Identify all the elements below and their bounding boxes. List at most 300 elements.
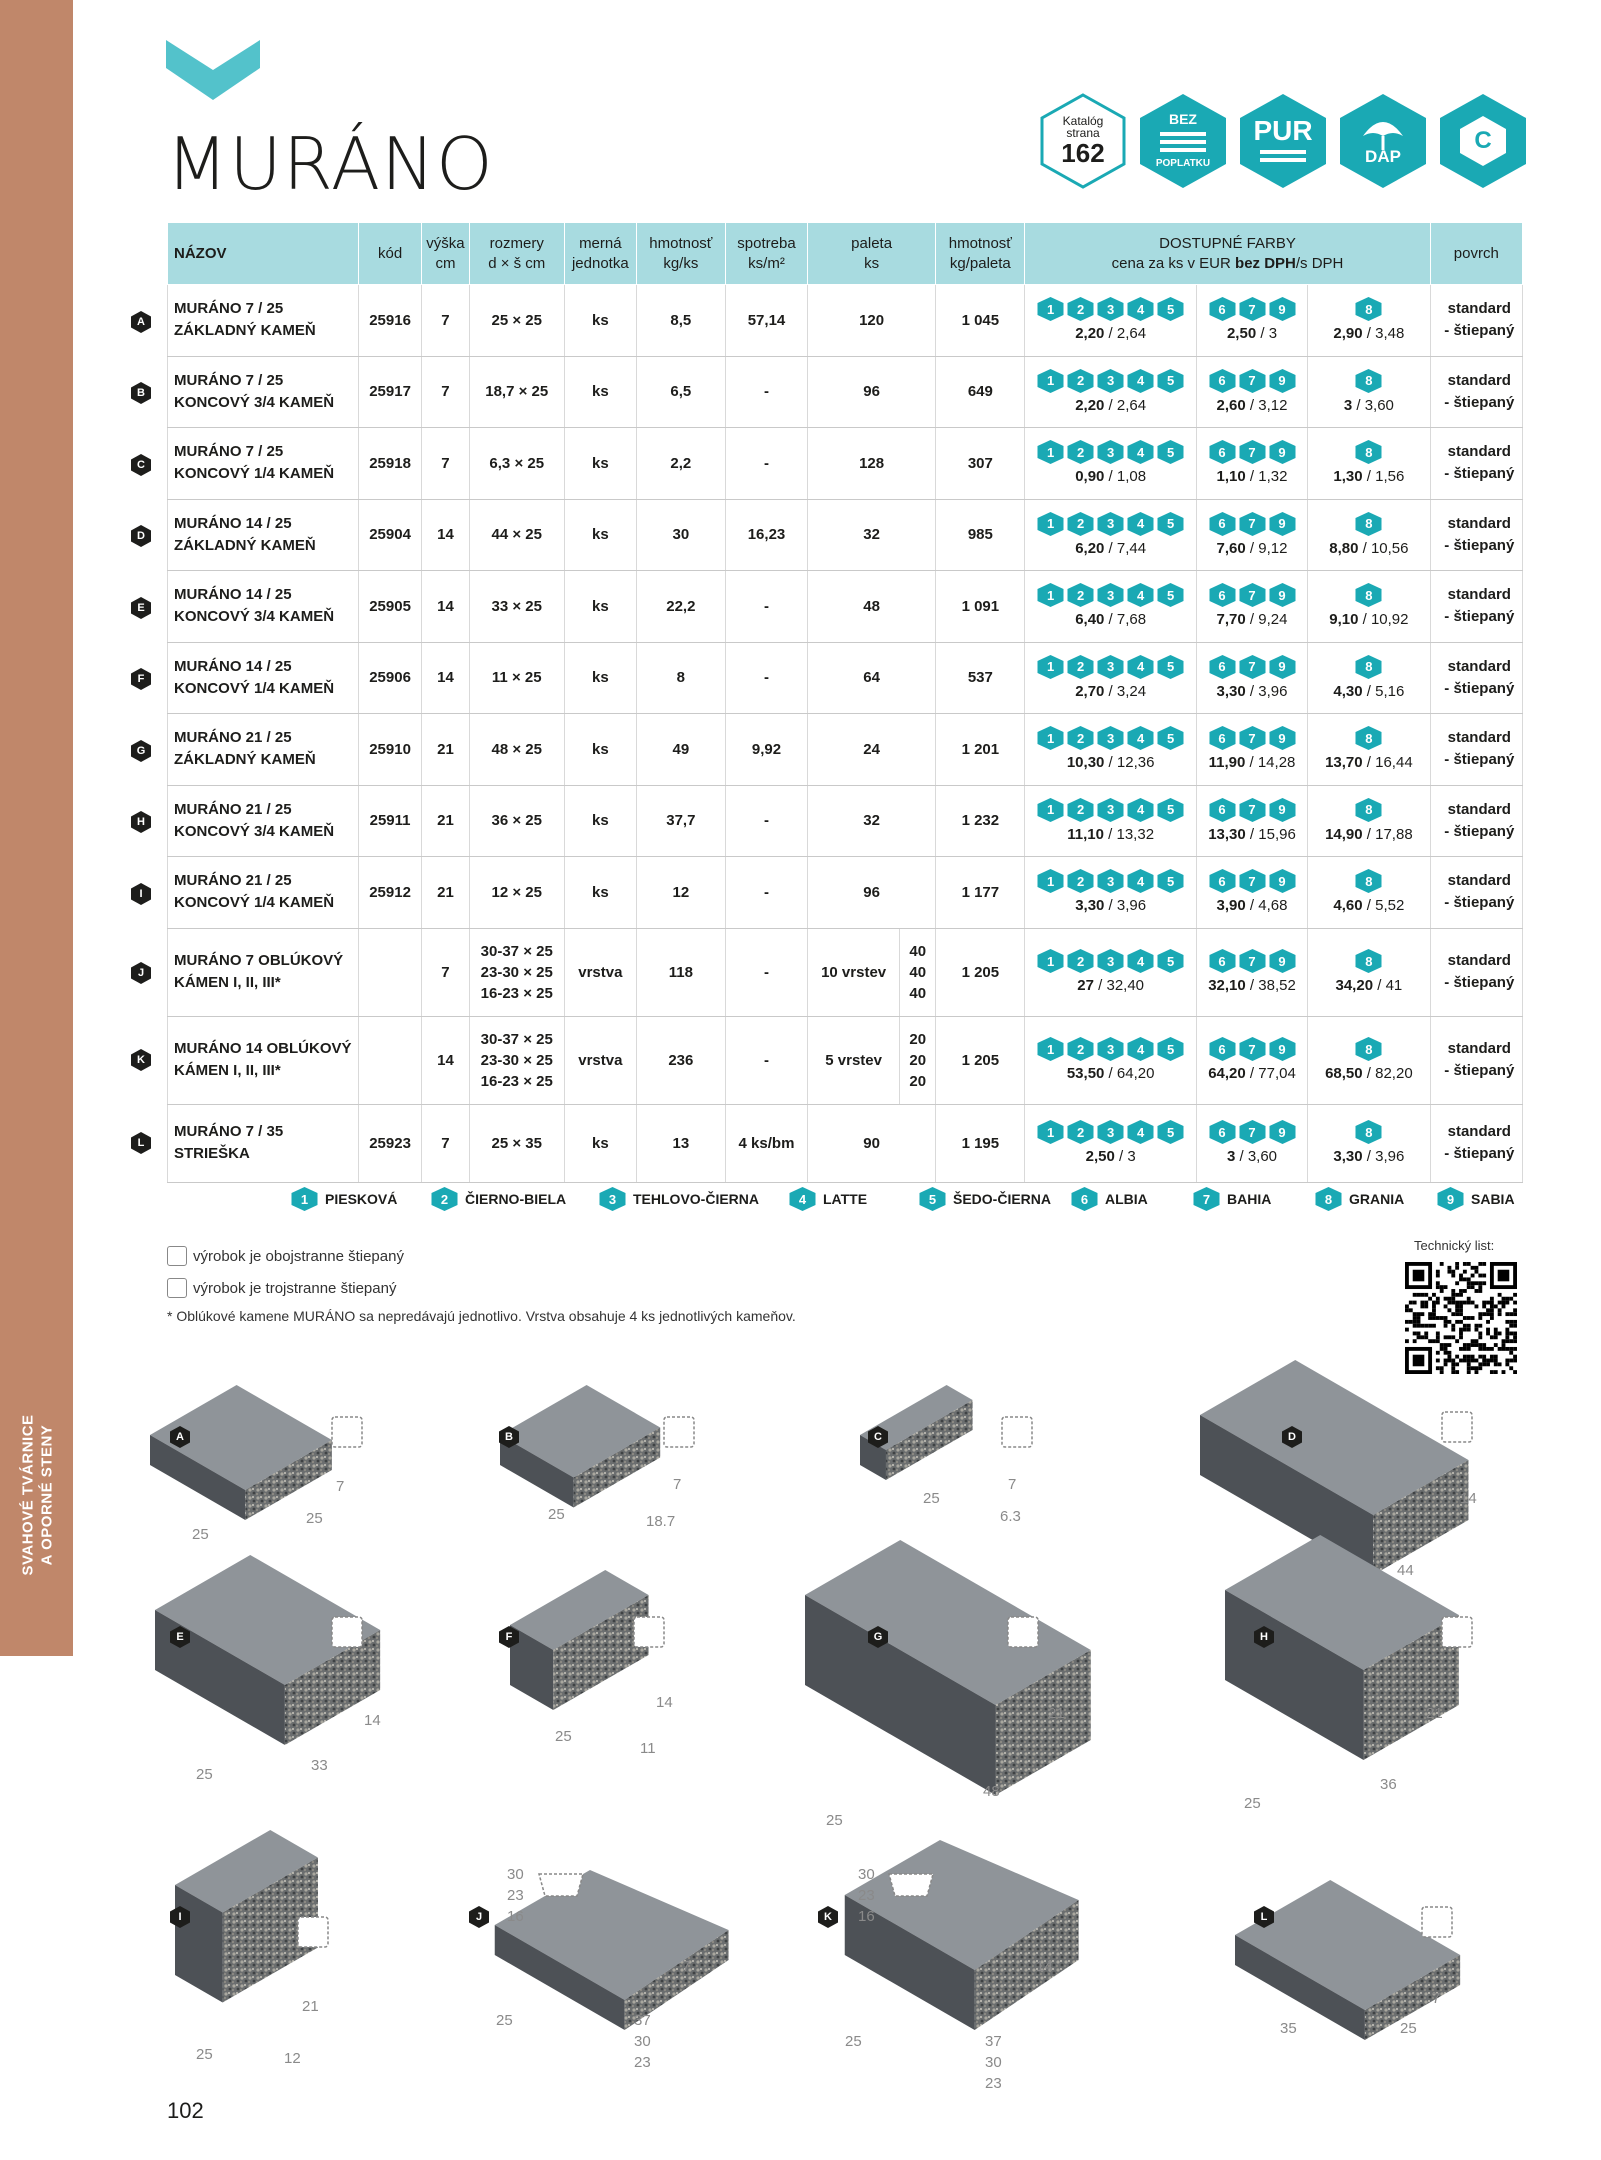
color-swatch-icon: 8 — [1354, 439, 1383, 465]
dimension-label: 37 — [634, 2012, 651, 2029]
price: 10,30 / 12,36 — [1066, 754, 1155, 772]
product-price-table — [167, 222, 1523, 1183]
price: 2,90 / 3,48 — [1333, 325, 1405, 343]
color-swatch-icon: 7 — [1238, 868, 1267, 894]
color-swatch-icon: 9 — [1268, 948, 1297, 974]
split-type-icon — [1420, 1905, 1454, 1939]
color-swatch-icon: 4 — [1126, 439, 1155, 465]
price-group-3 — [1308, 785, 1430, 857]
col-weight: hmotnosť kg/ks — [636, 223, 725, 285]
product-dims: 18,7 × 25 — [469, 356, 564, 428]
product-unit: ks — [564, 356, 636, 428]
product-name: MURÁNO 7 / 25 ZÁKLADNÝ KAMEŇ — [168, 285, 359, 357]
color-swatch-icon: 4 — [1126, 797, 1155, 823]
color-swatch-icon: 7 — [1238, 948, 1267, 974]
price: 11,10 / 13,32 — [1067, 825, 1155, 843]
legend-item: 9 SABIA — [1436, 1186, 1526, 1212]
dimension-label: 16 — [507, 1908, 524, 1925]
product-name: MURÁNO 14 OBLÚKOVÝ KÁMEN I, II, III* — [168, 1016, 359, 1104]
product-name: MURÁNO 7 OBLÚKOVÝ KÁMEN I, II, III* — [168, 928, 359, 1016]
product-dims: 30-37 × 25 23-30 × 25 16-23 × 25 — [469, 928, 564, 1016]
pallet-weight: 307 — [936, 428, 1025, 500]
product-consumption: - — [725, 785, 807, 857]
surface: standard - štiepaný — [1430, 1016, 1522, 1104]
col-height: výška cm — [422, 223, 469, 285]
price: 8,80 / 10,56 — [1329, 539, 1409, 557]
price: 3,30 / 3,96 — [1216, 682, 1288, 700]
feature-badges — [1038, 92, 1528, 190]
product-k-illustration — [0, 0, 1, 1]
color-swatch-icon: 7 — [1238, 296, 1267, 322]
dimension-label: 25 — [548, 1506, 565, 1523]
split-type-icon — [330, 1615, 364, 1649]
color-swatch-icon: 6 — [1208, 368, 1237, 394]
product-consumption: 4 ks/bm — [725, 1104, 807, 1182]
split-both-icon — [167, 1246, 187, 1266]
product-name: MURÁNO 7 / 25 KONCOVÝ 1/4 KAMEŇ — [168, 428, 359, 500]
row-letter-icon: D — [129, 524, 153, 548]
price: 13,30 / 15,96 — [1208, 825, 1296, 843]
legend-item: 2 ČIERNO-BIELA — [430, 1186, 598, 1212]
surface: standard - štiepaný — [1430, 1104, 1522, 1182]
color-swatch-icon: 1 — [1036, 368, 1065, 394]
product-consumption: - — [725, 356, 807, 428]
legend-item: 8 GRANIA — [1314, 1186, 1436, 1212]
product-name: MURÁNO 21 / 25 KONCOVÝ 1/4 KAMEŇ — [168, 857, 359, 929]
table-row — [168, 499, 1523, 571]
product-weight: 8 — [636, 642, 725, 714]
dimension-label: 14 — [1036, 1958, 1053, 1975]
color-swatch-icon: 9 — [1268, 725, 1297, 751]
chevron-logo-icon — [166, 40, 260, 100]
pallet-count: 90 — [808, 1104, 936, 1182]
product-consumption: 57,14 — [725, 285, 807, 357]
color-swatch-icon: 7 — [1238, 654, 1267, 680]
color-swatch-icon: 2 — [1066, 582, 1095, 608]
product-height: 14 — [422, 499, 469, 571]
product-name: MURÁNO 14 / 25 ZÁKLADNÝ KAMEŇ — [168, 499, 359, 571]
dimension-label: 14 — [1460, 1490, 1477, 1507]
price: 2,60 / 3,12 — [1216, 396, 1288, 414]
price-group-2 — [1196, 1104, 1307, 1182]
price-group-2 — [1196, 499, 1307, 571]
price: 2,50 / 3 — [1226, 325, 1278, 343]
product-height: 14 — [422, 642, 469, 714]
surface: standard - štiepaný — [1430, 642, 1522, 714]
color-swatch-icon: 2 — [1066, 1036, 1095, 1062]
color-swatch-icon: 3 — [1096, 1119, 1125, 1145]
price: 4,60 / 5,52 — [1333, 897, 1405, 915]
price-group-1 — [1025, 356, 1196, 428]
color-swatch-icon: 6 — [1208, 654, 1237, 680]
dimension-label: 16 — [858, 1908, 875, 1925]
color-swatch-icon: 8 — [1354, 1036, 1383, 1062]
dimension-label: 25 — [496, 2012, 513, 2029]
legend-item: 7 BAHIA — [1192, 1186, 1314, 1212]
product-height: 21 — [422, 857, 469, 929]
table-row — [168, 1104, 1523, 1182]
price: 6,40 / 7,68 — [1075, 611, 1147, 629]
note-both-split: výrobok je obojstranne štiepaný — [167, 1240, 796, 1272]
price-group-3 — [1308, 714, 1430, 786]
row-letter-icon: J — [129, 961, 153, 985]
product-height: 7 — [422, 928, 469, 1016]
c-certification-badge: C — [1438, 92, 1528, 190]
color-swatch-icon: 9 — [1268, 654, 1297, 680]
color-swatch-icon: 3 — [1096, 439, 1125, 465]
color-swatch-icon: 9 — [1436, 1186, 1465, 1212]
product-height: 14 — [422, 1016, 469, 1104]
col-pallet-weight: hmotnosť kg/paleta — [936, 223, 1025, 285]
price-group-3 — [1308, 857, 1430, 929]
catalog-page-badge: Katalóg strana 162 — [1038, 92, 1128, 190]
product-code: 25911 — [358, 785, 422, 857]
color-swatch-icon: 2 — [1066, 1119, 1095, 1145]
legend-item: 4 LATTE — [788, 1186, 918, 1212]
color-swatch-icon: 5 — [1156, 582, 1185, 608]
dimension-label: 36 — [1380, 1776, 1397, 1793]
color-swatch-icon: 3 — [1096, 868, 1125, 894]
pallet-weight: 1 232 — [936, 785, 1025, 857]
qr-code-icon[interactable] — [1405, 1262, 1517, 1374]
pallet-count: 128 — [808, 428, 936, 500]
product-dims: 36 × 25 — [469, 785, 564, 857]
row-letter-icon: A — [129, 310, 153, 334]
price-group-1 — [1025, 857, 1196, 929]
table-row — [168, 714, 1523, 786]
legend-item: 5 ŠEDO-ČIERNA — [918, 1186, 1070, 1212]
price-group-1 — [1025, 642, 1196, 714]
legend-item: 1 PIESKOVÁ — [290, 1186, 430, 1212]
product-name: MURÁNO 7 / 35 STRIEŠKA — [168, 1104, 359, 1182]
product-unit: ks — [564, 785, 636, 857]
row-letter-icon: L — [129, 1131, 153, 1155]
price-group-1 — [1025, 285, 1196, 357]
color-swatch-icon: 3 — [1096, 654, 1125, 680]
color-swatch-icon: 3 — [1096, 511, 1125, 537]
color-swatch-icon: 9 — [1268, 439, 1297, 465]
color-swatch-icon: 3 — [1096, 296, 1125, 322]
pallet-count: 64 — [808, 642, 936, 714]
product-height: 7 — [422, 1104, 469, 1182]
dimension-label: 12 — [284, 2050, 301, 2067]
pallet-count: 5 vrstev 20 20 20 — [808, 1016, 936, 1104]
product-code: 25912 — [358, 857, 422, 929]
color-swatch-icon: 4 — [1126, 1036, 1155, 1062]
price-group-1 — [1025, 928, 1196, 1016]
split-type-icon — [296, 1915, 330, 1949]
pallet-count: 96 — [808, 356, 936, 428]
color-swatch-icon: 7 — [1238, 511, 1267, 537]
product-dims: 44 × 25 — [469, 499, 564, 571]
color-swatch-icon: 8 — [1354, 948, 1383, 974]
pur-badge: PUR — [1238, 92, 1328, 190]
table-row — [168, 285, 1523, 357]
price-group-2 — [1196, 285, 1307, 357]
dimension-label: 25 — [196, 2046, 213, 2063]
price-group-2 — [1196, 356, 1307, 428]
price: 53,50 / 64,20 — [1066, 1065, 1155, 1082]
legend-item: 3 TEHLOVO-ČIERNA — [598, 1186, 788, 1212]
price-group-2 — [1196, 428, 1307, 500]
color-swatch-icon: 9 — [1268, 511, 1297, 537]
color-swatch-icon: 1 — [1036, 948, 1065, 974]
color-swatch-icon: 2 — [1066, 868, 1095, 894]
dimension-label: 7 — [682, 1958, 691, 1975]
color-swatch-icon: 8 — [1354, 797, 1383, 823]
product-consumption: 16,23 — [725, 499, 807, 571]
surface: standard - štiepaný — [1430, 571, 1522, 643]
price-group-3 — [1308, 285, 1430, 357]
color-swatch-icon: 6 — [1208, 439, 1237, 465]
product-weight: 2,2 — [636, 428, 725, 500]
product-unit: vrstva — [564, 1016, 636, 1104]
surface: standard - štiepaný — [1430, 857, 1522, 929]
price: 7,60 / 9,12 — [1216, 539, 1288, 557]
color-swatch-icon: 5 — [1156, 439, 1185, 465]
price-group-3 — [1308, 642, 1430, 714]
color-swatch-icon: 6 — [1208, 296, 1237, 322]
pallet-weight: 1 045 — [936, 285, 1025, 357]
price-group-3 — [1308, 428, 1430, 500]
dimension-label: 7 — [336, 1478, 345, 1495]
color-swatch-icon: 7 — [1238, 368, 1267, 394]
page-number: 102 — [167, 2098, 204, 2123]
price: 2,20 / 2,64 — [1075, 396, 1147, 414]
color-swatch-icon: 5 — [1156, 1036, 1185, 1062]
color-swatch-icon: 3 — [1096, 1036, 1125, 1062]
price-group-2 — [1196, 714, 1307, 786]
dimension-label: 11 — [640, 1740, 656, 1757]
pallet-weight: 537 — [936, 642, 1025, 714]
color-swatch-icon: 6 — [1208, 511, 1237, 537]
color-swatch-icon: 8 — [1314, 1186, 1343, 1212]
color-swatch-icon: 6 — [1208, 725, 1237, 751]
dimension-label: 7 — [1432, 1990, 1441, 2007]
product-weight: 8,5 — [636, 285, 725, 357]
product-dims: 6,3 × 25 — [469, 428, 564, 500]
price-group-1 — [1025, 571, 1196, 643]
color-swatch-icon: 1 — [1036, 654, 1065, 680]
col-code: kód — [358, 223, 422, 285]
arc-shape-icon — [885, 1870, 937, 1900]
pallet-count: 120 — [808, 285, 936, 357]
row-letter-icon: B — [129, 381, 153, 405]
price: 3,30 / 3,96 — [1333, 1148, 1405, 1165]
color-swatch-icon: 3 — [1096, 725, 1125, 751]
color-swatch-icon: 2 — [1066, 725, 1095, 751]
dimension-label: 48 — [983, 1783, 1000, 1800]
price: 27 / 32,40 — [1077, 977, 1145, 994]
dimension-label: 14 — [656, 1694, 673, 1711]
color-swatch-icon: 2 — [1066, 439, 1095, 465]
color-swatch-icon: 5 — [1156, 797, 1185, 823]
color-swatch-icon: 6 — [1208, 948, 1237, 974]
arc-shape-icon — [535, 1870, 587, 1900]
technical-sheet-label: Technický list: — [1414, 1238, 1495, 1253]
color-swatch-icon: 8 — [1354, 582, 1383, 608]
surface: standard - štiepaný — [1430, 499, 1522, 571]
color-swatch-icon: 8 — [1354, 868, 1383, 894]
pallet-weight: 985 — [936, 499, 1025, 571]
product-dims: 11 × 25 — [469, 642, 564, 714]
color-swatch-icon: 8 — [1354, 296, 1383, 322]
product-unit: ks — [564, 571, 636, 643]
product-weight: 12 — [636, 857, 725, 929]
price: 2,70 / 3,24 — [1075, 682, 1147, 700]
product-code: 25906 — [358, 642, 422, 714]
surface: standard - štiepaný — [1430, 785, 1522, 857]
surface: standard - štiepaný — [1430, 928, 1522, 1016]
surface: standard - štiepaný — [1430, 428, 1522, 500]
row-letter-icon: G — [129, 739, 153, 763]
color-swatch-icon: 7 — [1238, 439, 1267, 465]
color-swatch-icon: 8 — [1354, 725, 1383, 751]
dimension-label: 25 — [196, 1766, 213, 1783]
product-weight: 118 — [636, 928, 725, 1016]
product-weight: 22,2 — [636, 571, 725, 643]
product-height: 21 — [422, 785, 469, 857]
dimension-label: 25 — [1244, 1795, 1261, 1812]
price: 34,20 / 41 — [1335, 977, 1403, 994]
product-name: MURÁNO 21 / 25 ZÁKLADNÝ KAMEŇ — [168, 714, 359, 786]
color-swatch-icon: 9 — [1268, 1036, 1297, 1062]
product-consumption: 9,92 — [725, 714, 807, 786]
notes — [167, 1240, 796, 1324]
color-swatch-icon: 5 — [1156, 368, 1185, 394]
color-swatch-icon: 6 — [1070, 1186, 1099, 1212]
color-swatch-icon: 2 — [1066, 654, 1095, 680]
color-swatch-icon: 6 — [1208, 797, 1237, 823]
product-code: 25905 — [358, 571, 422, 643]
product-dims: 25 × 35 — [469, 1104, 564, 1182]
dimension-label: 23 — [634, 2054, 651, 2071]
color-swatch-icon: 4 — [1126, 725, 1155, 751]
pallet-count: 32 — [808, 785, 936, 857]
price-group-3 — [1308, 928, 1430, 1016]
price: 0,90 / 1,08 — [1075, 468, 1147, 486]
price: 2,20 / 2,64 — [1075, 325, 1147, 343]
row-letter-icon: K — [129, 1048, 153, 1072]
color-swatch-icon: 5 — [1156, 511, 1185, 537]
price: 6,20 / 7,44 — [1075, 539, 1147, 557]
color-swatch-icon: 2 — [1066, 797, 1095, 823]
product-name: MURÁNO 7 / 25 KONCOVÝ 3/4 KAMEŇ — [168, 356, 359, 428]
color-swatch-icon: 6 — [1208, 1036, 1237, 1062]
dimension-label: 18.7 — [646, 1513, 676, 1530]
color-swatch-icon: 8 — [1354, 654, 1383, 680]
product-code: 25923 — [358, 1104, 422, 1182]
product-dims: 33 × 25 — [469, 571, 564, 643]
dimension-label: 35 — [1280, 2020, 1297, 2037]
dimension-label: 25 — [826, 1812, 843, 1829]
dimension-label: 30 — [985, 2054, 1002, 2071]
dimension-label: 25 — [192, 1526, 209, 1543]
dap-umbrella-badge: DAP — [1338, 92, 1428, 190]
price: 2,50 / 3 — [1085, 1148, 1136, 1165]
color-swatch-icon: 4 — [1126, 511, 1155, 537]
pallet-count: 32 — [808, 499, 936, 571]
split-type-icon — [1000, 1415, 1034, 1449]
product-height: 14 — [422, 571, 469, 643]
table-row — [168, 785, 1523, 857]
color-swatch-icon: 5 — [1156, 948, 1185, 974]
price: 1,10 / 1,32 — [1216, 468, 1288, 486]
dimension-label: 21 — [1426, 1705, 1443, 1722]
color-swatch-icon: 6 — [1208, 1119, 1237, 1145]
color-swatch-icon: 9 — [1268, 582, 1297, 608]
price: 13,70 / 16,44 — [1325, 754, 1413, 772]
split-three-icon — [167, 1278, 187, 1298]
sidebar-section-label: SVAHOVÉ TVÁRNICE A OPORNÉ STENY — [20, 1414, 57, 1576]
product-consumption: - — [725, 928, 807, 1016]
color-swatch-icon: 4 — [1126, 582, 1155, 608]
dimension-label: 21 — [302, 1998, 319, 2015]
price-group-1 — [1025, 714, 1196, 786]
dimension-label: 25 — [306, 1510, 323, 1527]
price: 3 / 3,60 — [1343, 396, 1394, 414]
color-swatch-icon: 4 — [1126, 1119, 1155, 1145]
table-row — [168, 571, 1523, 643]
pallet-weight: 649 — [936, 356, 1025, 428]
color-swatch-icon: 4 — [788, 1186, 817, 1212]
dimension-label: 30 — [858, 1866, 875, 1883]
row-letter-icon: F — [129, 667, 153, 691]
product-consumption: - — [725, 857, 807, 929]
color-swatch-icon: 9 — [1268, 1119, 1297, 1145]
price-group-1 — [1025, 499, 1196, 571]
product-consumption: - — [725, 1016, 807, 1104]
product-name: MURÁNO 21 / 25 KONCOVÝ 3/4 KAMEŇ — [168, 785, 359, 857]
price-group-3 — [1308, 1104, 1430, 1182]
pallet-weight: 1 195 — [936, 1104, 1025, 1182]
color-swatch-icon: 1 — [1036, 582, 1065, 608]
color-swatch-icon: 7 — [1238, 797, 1267, 823]
color-swatch-icon: 5 — [1156, 654, 1185, 680]
product-height: 21 — [422, 714, 469, 786]
price: 1,30 / 1,56 — [1333, 468, 1405, 486]
pallet-weight: 1 201 — [936, 714, 1025, 786]
color-swatch-icon: 2 — [1066, 511, 1095, 537]
table-row — [168, 857, 1523, 929]
color-swatch-icon: 7 — [1192, 1186, 1221, 1212]
color-swatch-icon: 5 — [1156, 868, 1185, 894]
color-swatch-icon: 5 — [1156, 1119, 1185, 1145]
color-swatch-icon: 9 — [1268, 296, 1297, 322]
color-swatch-icon: 4 — [1126, 868, 1155, 894]
price-group-3 — [1308, 571, 1430, 643]
color-swatch-icon: 7 — [1238, 582, 1267, 608]
price-group-1 — [1025, 428, 1196, 500]
table-row — [168, 928, 1523, 1016]
color-swatch-icon: 1 — [1036, 1036, 1065, 1062]
product-code: 25918 — [358, 428, 422, 500]
footnote: * Oblúkové kamene MURÁNO sa nepredávajú jednotlivo. Vrstva obsahuje 4 ks jednotlivých kameňov. — [167, 1308, 796, 1324]
price: 4,30 / 5,16 — [1333, 682, 1405, 700]
color-swatch-icon: 8 — [1354, 511, 1383, 537]
color-swatch-icon: 8 — [1354, 368, 1383, 394]
surface: standard - štiepaný — [1430, 285, 1522, 357]
color-swatch-icon: 2 — [1066, 368, 1095, 394]
color-swatch-icon: 7 — [1238, 1036, 1267, 1062]
color-swatch-icon: 1 — [1036, 439, 1065, 465]
split-type-icon — [330, 1415, 364, 1449]
dimension-label: 23 — [985, 2075, 1002, 2092]
color-swatch-icon: 6 — [1208, 582, 1237, 608]
dimension-label: 25 — [555, 1728, 572, 1745]
color-swatch-icon: 7 — [1238, 1119, 1267, 1145]
product-code: 25917 — [358, 356, 422, 428]
